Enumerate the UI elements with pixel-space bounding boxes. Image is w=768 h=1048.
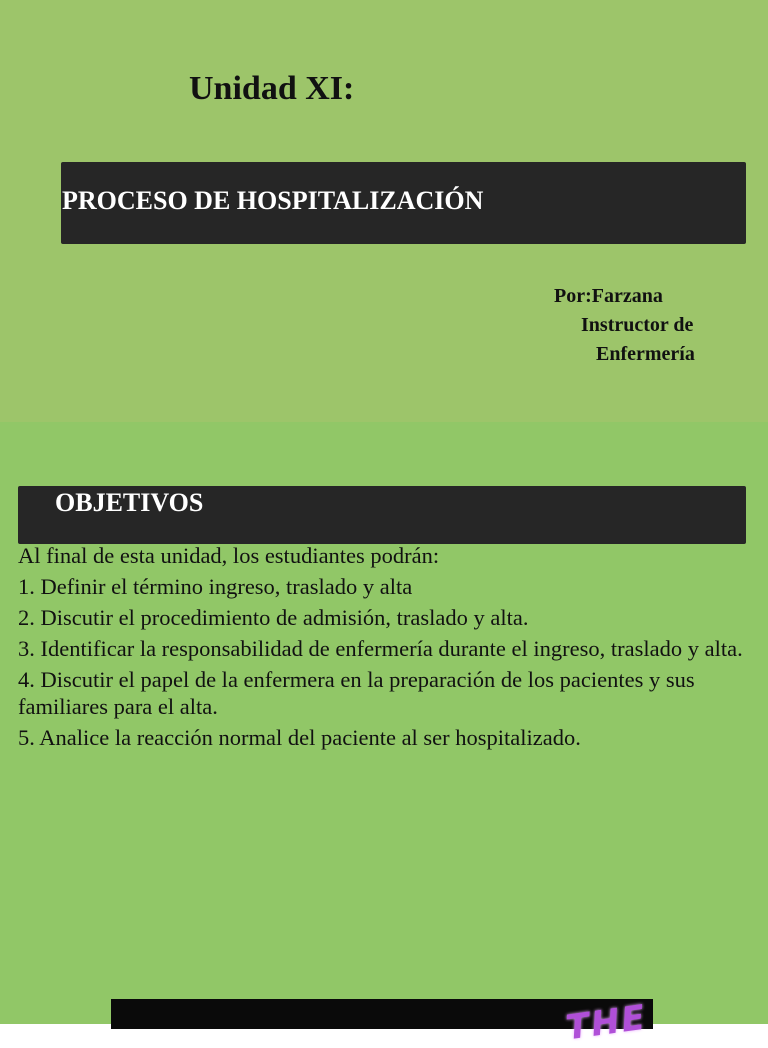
slide-2 <box>0 422 768 997</box>
objectives-body <box>18 542 748 755</box>
unit-title: Unidad XI: <box>189 70 355 107</box>
author-department: Enfermería <box>596 343 695 365</box>
slide-3 <box>0 997 768 1048</box>
objectives-heading-bar <box>18 486 746 544</box>
title-bar <box>61 162 746 244</box>
objectives-heading: OBJETIVOS <box>55 488 204 517</box>
objective-item: 4. Discutir el papel de la enfermera en la preparación de los pacientes y sus familiares para el alta. <box>18 667 695 719</box>
objective-item: 1. Definir el término ingreso, traslado y alta <box>18 574 413 599</box>
objectives-intro: Al final de esta unidad, los estudiantes podrán: <box>18 543 440 568</box>
objective-item: 5. Analice la reacción normal del paciente al ser hospitalizado. <box>18 725 581 750</box>
author-box <box>540 282 740 365</box>
slide-3-banner <box>111 997 653 1048</box>
banner-logo-art: THE <box>563 997 650 1048</box>
objective-item: 2. Discutir el procedimiento de admisión, traslado y alta. <box>18 605 529 630</box>
slide-1 <box>0 0 768 422</box>
author-role: Instructor de <box>581 314 694 336</box>
objective-item: 3. Identificar la responsabilidad de enfermería durante el ingreso, traslado y alta. <box>18 636 743 661</box>
objectives-list <box>18 573 748 751</box>
author-name: Por:Farzana <box>554 285 663 307</box>
main-title: PROCESO DE HOSPITALIZACIÓN <box>62 186 484 215</box>
